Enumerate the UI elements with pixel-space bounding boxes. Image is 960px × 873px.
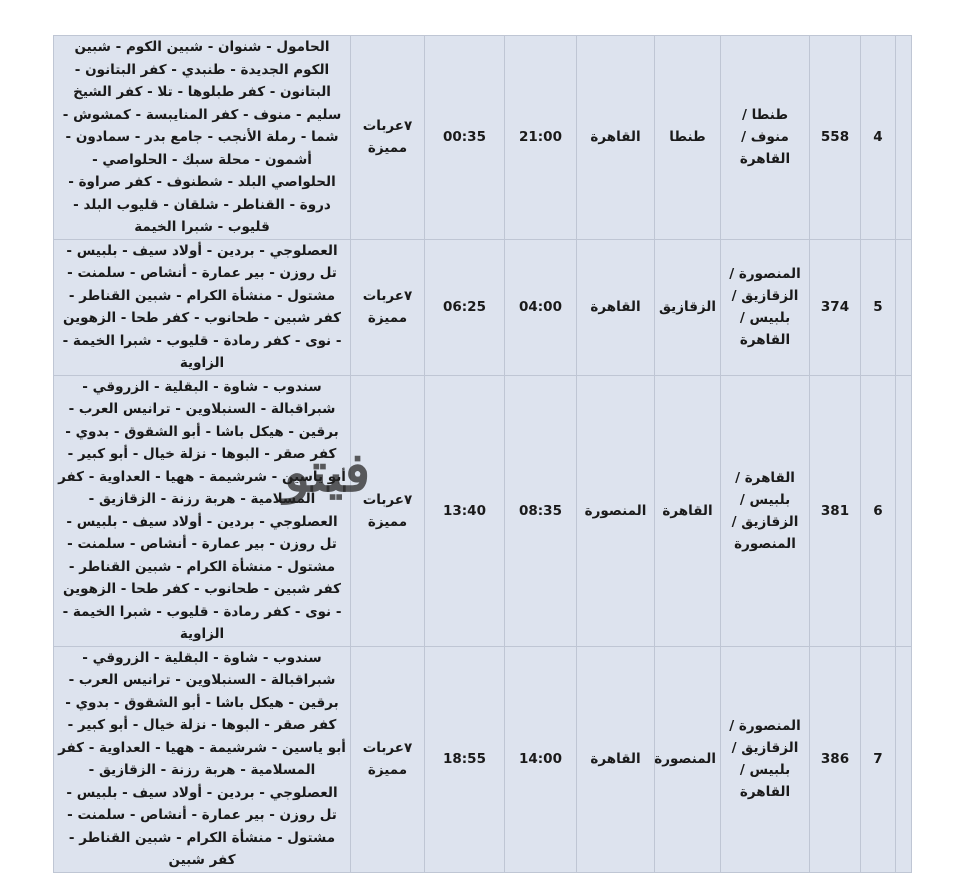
departure-time-cell: 04:00 — [505, 239, 577, 375]
train-number-cell: 381 — [810, 375, 861, 646]
arrival-time-cell: 18:55 — [425, 646, 505, 872]
to-station-cell: القاهرة — [577, 239, 655, 375]
cars-cell: ٧عربات مميزة — [351, 375, 425, 646]
row-index-cell: 5 — [861, 239, 896, 375]
stations-cell: سندوب - شاوة - البقلية - الزروقي - شبراقبالة - السنبلاوين - ترانيس العرب - برقين - هيكل باشا - أبو الشقوق - بدوي - كفر صقر - البوها - نزلة خيال - أبو كبير - أبو ياسين - شرشيمة - ههيا - العداوية - كفر المسلامية - هربة رزنة - الزقازيق - العصلوجي - بردين - أولاد سيف - بلبيس - تل روزن - بير عمارة - أنشاص - سلمنت - مشتول - منشأة الكرام - شبين القناطر - كفر شبين - طحانوب - كفر طحا - الزهوين - نوى - كفر رمادة - قليوب - شبرا الخيمة - الزاوية — [54, 375, 351, 646]
train-number-cell: 558 — [810, 36, 861, 240]
train-number-cell: 386 — [810, 646, 861, 872]
route-cell: طنطا / منوف / القاهرة — [721, 36, 810, 240]
stations-cell: العصلوجي - بردين - أولاد سيف - بلبيس - تل روزن - بير عمارة - أنشاص - سلمنت - مشتول - منشأة الكرام - شبين القناطر - كفر شبين - طحانوب - كفر طحا - الزهوين - نوى - كفر رمادة - قليوب - شبرا الخيمة - الزاوية — [54, 239, 351, 375]
from-station-cell: القاهرة — [655, 375, 721, 646]
row-index-cell: 6 — [861, 375, 896, 646]
to-station-cell: المنصورة — [577, 375, 655, 646]
departure-time-cell: 08:35 — [505, 375, 577, 646]
from-station-cell: الزقازيق — [655, 239, 721, 375]
cars-cell: ٧عربات مميزة — [351, 646, 425, 872]
stations-cell: الحامول - شنوان - شبين الكوم - شبين الكوم الجديدة - طنبدي - كفر البتانون - البتانون - كفر طبلوها - تلا - كفر الشيخ سليم - منوف - كفر المنايبسة - كمشوش - شما - رملة الأنجب - جامع بدر - سمادون - أشمون - محلة سبك - الحلواصي - الحلواصي البلد - شطنوف - كفر صراوة - دروة - القناطر - شلقان - قليوب البلد - قليوب - شبرا الخيمة — [54, 36, 351, 240]
row-index-cell: 4 — [861, 36, 896, 240]
stations-cell: سندوب - شاوة - البقلية - الزروقي - شبراقبالة - السنبلاوين - ترانيس العرب - برقين - هيكل باشا - أبو الشقوق - بدوي - كفر صقر - البوها - نزلة خيال - أبو كبير - أبو ياسين - شرشيمة - ههيا - العداوية - كفر المسلامية - هربة رزنة - الزقازيق - العصلوجي - بردين - أولاد سيف - بلبيس - تل روزن - بير عمارة - أنشاص - سلمنت - مشتول - منشأة الكرام - شبين القناطر - كفر شبين — [54, 646, 351, 872]
table-row — [54, 375, 912, 646]
to-station-cell: القاهرة — [577, 36, 655, 240]
table-row — [54, 239, 912, 375]
watermark-logo: فيتو — [283, 440, 371, 504]
from-station-cell: طنطا — [655, 36, 721, 240]
train-number-cell: 374 — [810, 239, 861, 375]
train-schedule-table — [53, 35, 912, 873]
empty-cell — [896, 36, 912, 240]
cars-cell: ٧عربات مميزة — [351, 239, 425, 375]
row-index-cell: 7 — [861, 646, 896, 872]
arrival-time-cell: 00:35 — [425, 36, 505, 240]
arrival-time-cell: 06:25 — [425, 239, 505, 375]
route-cell: المنصورة / الزقازيق / بلبيس / القاهرة — [721, 239, 810, 375]
cars-cell: ٧عربات مميزة — [351, 36, 425, 240]
empty-cell — [896, 646, 912, 872]
arrival-time-cell: 13:40 — [425, 375, 505, 646]
departure-time-cell: 21:00 — [505, 36, 577, 240]
empty-cell — [896, 239, 912, 375]
table-row — [54, 646, 912, 872]
route-cell: المنصورة / الزقازيق / بلبيس / القاهرة — [721, 646, 810, 872]
route-cell: القاهرة / بلبيس /الزقازيق / المنصورة — [721, 375, 810, 646]
table-row — [54, 36, 912, 240]
departure-time-cell: 14:00 — [505, 646, 577, 872]
from-station-cell: المنصورة — [655, 646, 721, 872]
empty-cell — [896, 375, 912, 646]
to-station-cell: القاهرة — [577, 646, 655, 872]
